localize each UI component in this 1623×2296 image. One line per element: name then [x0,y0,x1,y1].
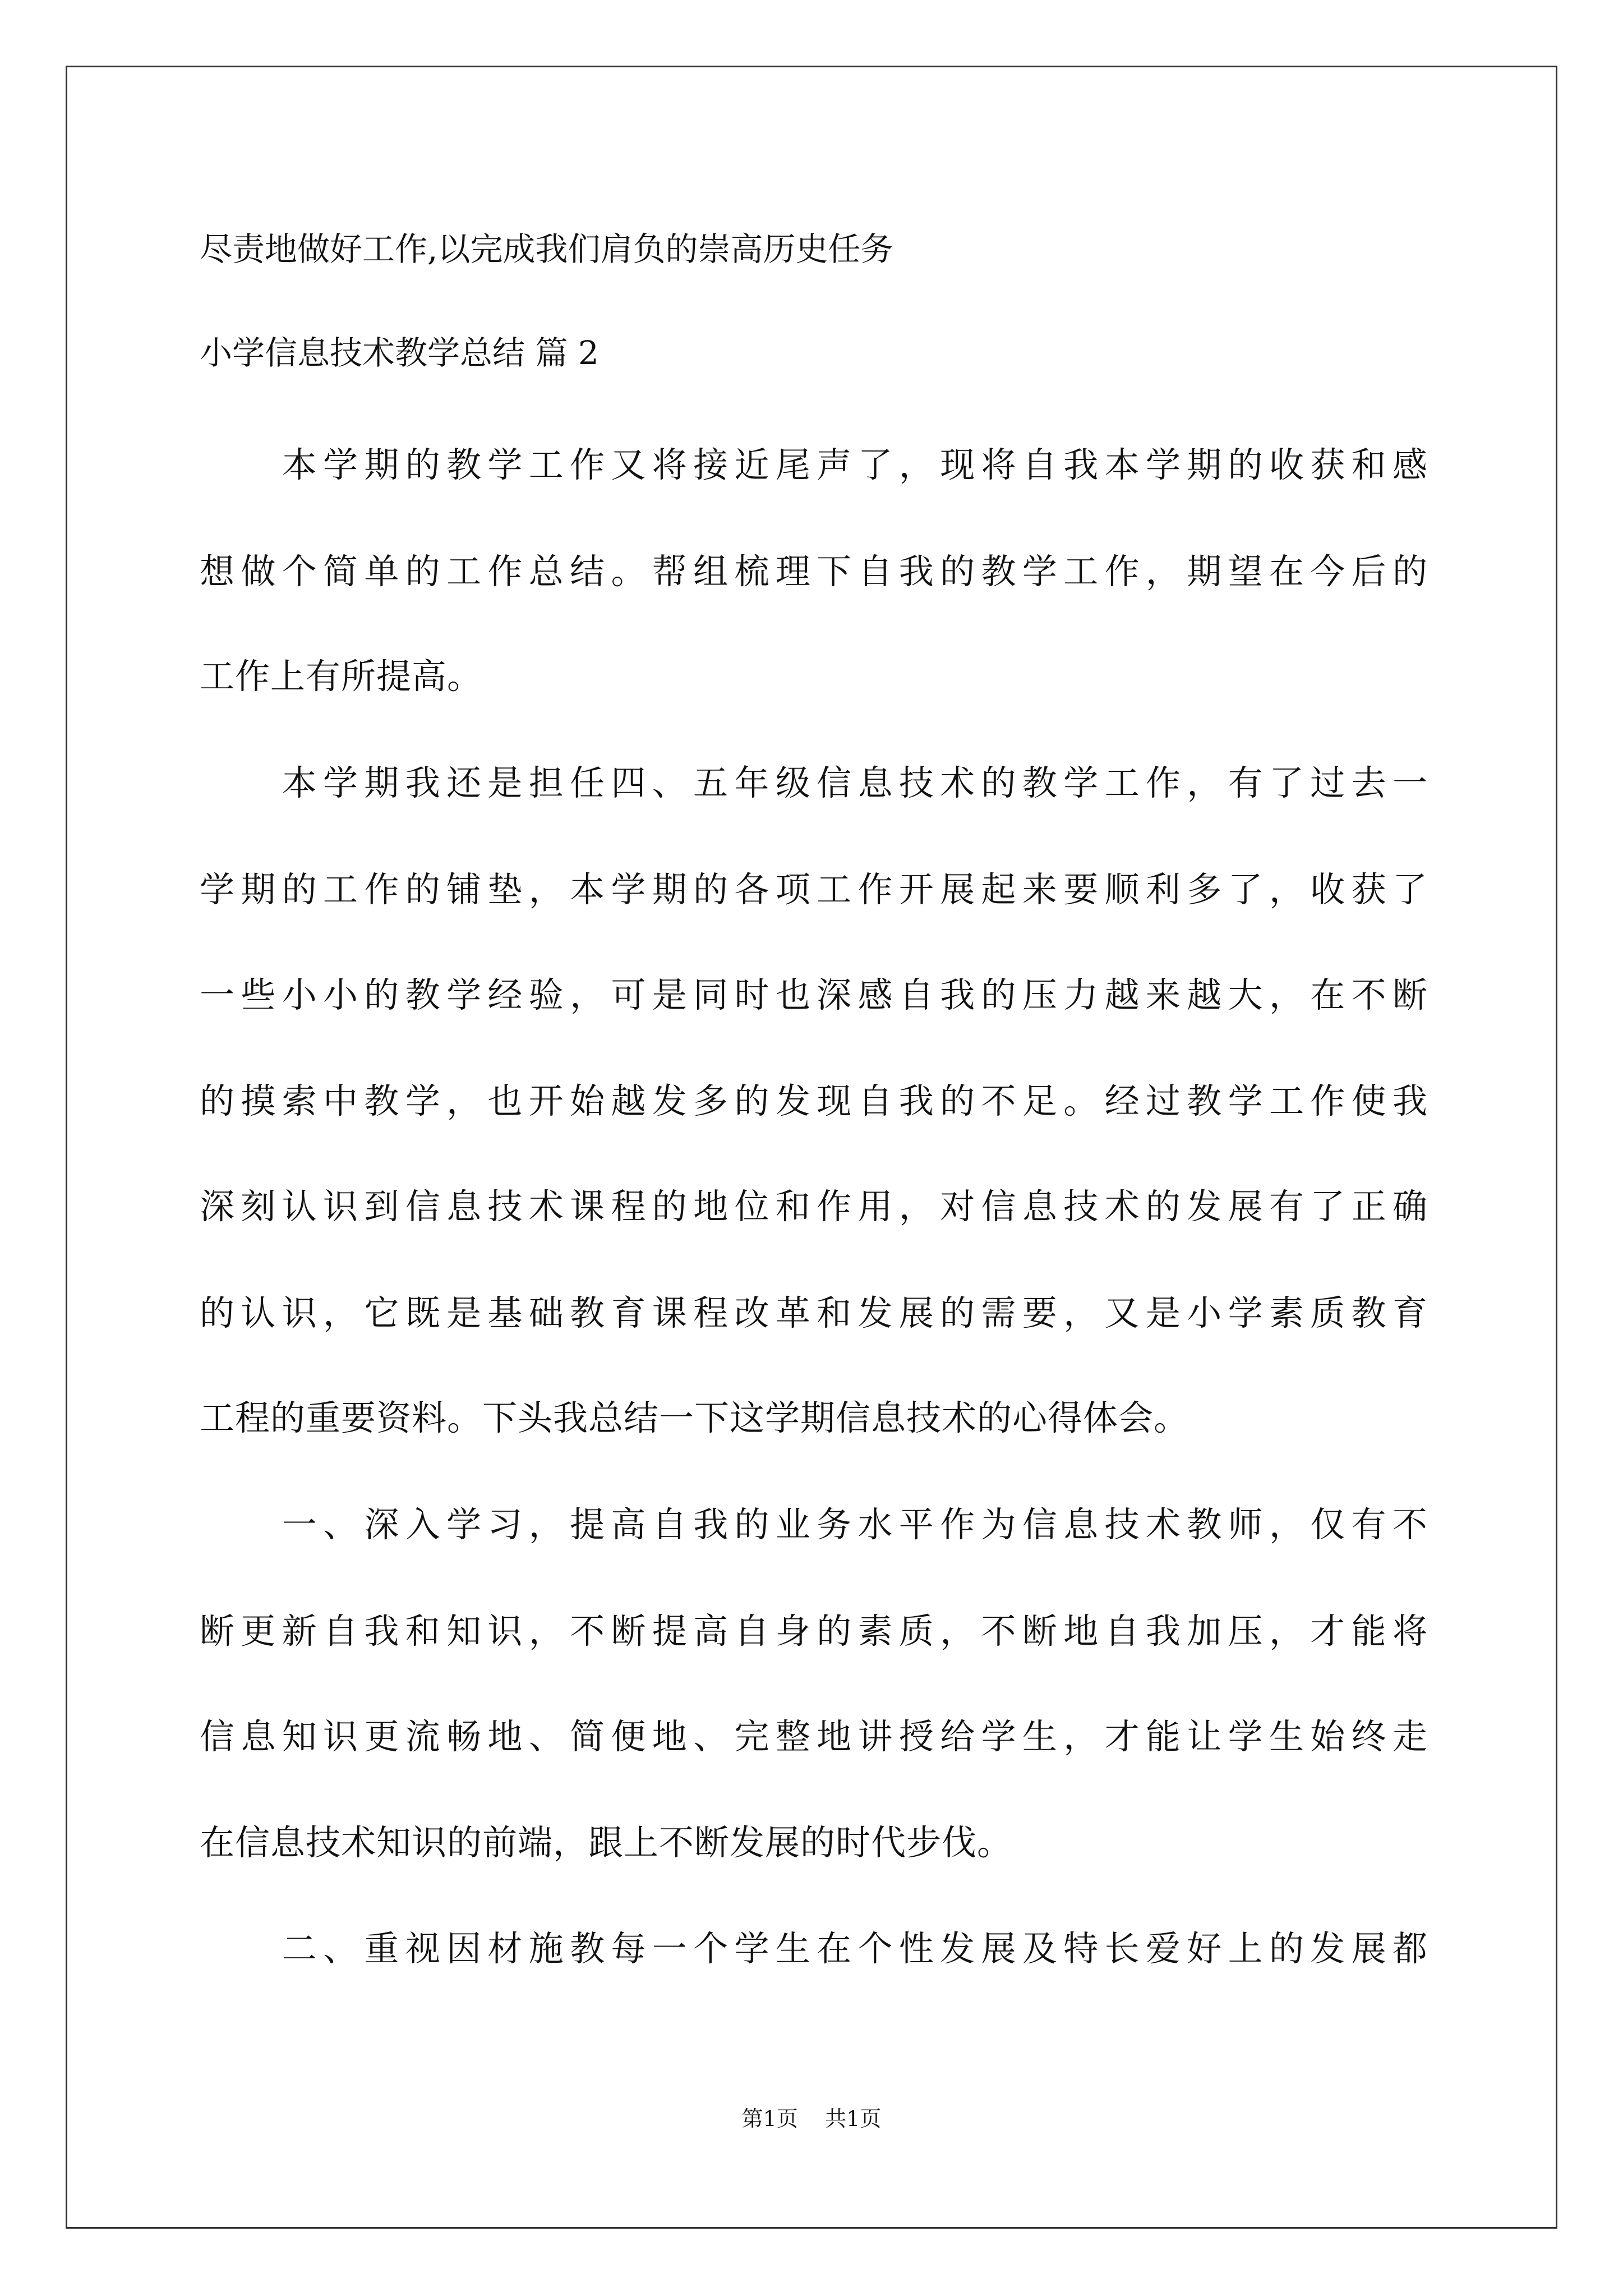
paragraph-line: 深刻认识到信息技术课程的地位和作用，对信息技术的发展有了正确 [200,1186,1428,1227]
paragraph-line: 信息知识更流畅地、简便地、完整地讲授给学生，才能让学生始终走 [200,1716,1428,1757]
paragraph-line: 本学期我还是担任四、五年级信息技术的教学工作，有了过去一 [200,762,1428,803]
paragraph-line: 在信息技术知识的前端，跟上不断发展的时代步伐。 [200,1822,1013,1863]
paragraph-line: 的认识，它既是基础教育课程改革和发展的需要，又是小学素质教育 [200,1292,1428,1333]
continued-text-line: 尽责地做好工作,以完成我们肩负的崇高历史任务 [200,230,893,268]
paragraph-line: 断更新自我和知识，不断提高自身的素质，不断地自我加压，才能将 [200,1611,1428,1651]
paragraph-line: 学期的工作的铺垫，本学期的各项工作开展起来要顺利多了，收获了 [200,869,1428,910]
paragraph-line: 工程的重要资料。下头我总结一下这学期信息技术的心得体会。 [200,1397,1189,1438]
paragraph-line: 的摸索中教学，也开始越发多的发现自我的不足。经过教学工作使我 [200,1080,1428,1121]
page-number: 第1页 [741,2106,798,2131]
paragraph-line: 一些小小的教学经验，可是同时也深感自我的压力越来越大，在不断 [200,974,1428,1015]
paragraph-line: 一、深入学习，提高自我的业务水平作为信息技术教师，仅有不 [200,1504,1428,1545]
paragraph-line: 二、重视因材施教每一个学生在个性发展及特长爱好上的发展都 [200,1928,1428,1969]
page-border [66,66,1557,2229]
paragraph-line: 本学期的教学工作又将接近尾声了，现将自我本学期的收获和感 [200,444,1428,485]
page-total: 共1页 [825,2106,882,2131]
paragraph-line: 想做个简单的工作总结。帮组梳理下自我的教学工作，期望在今后的 [200,551,1428,592]
section-heading: 小学信息技术教学总结 篇 2 [200,334,599,372]
page-footer [0,2108,1623,2129]
paragraph-line: 工作上有所提高。 [200,656,483,697]
